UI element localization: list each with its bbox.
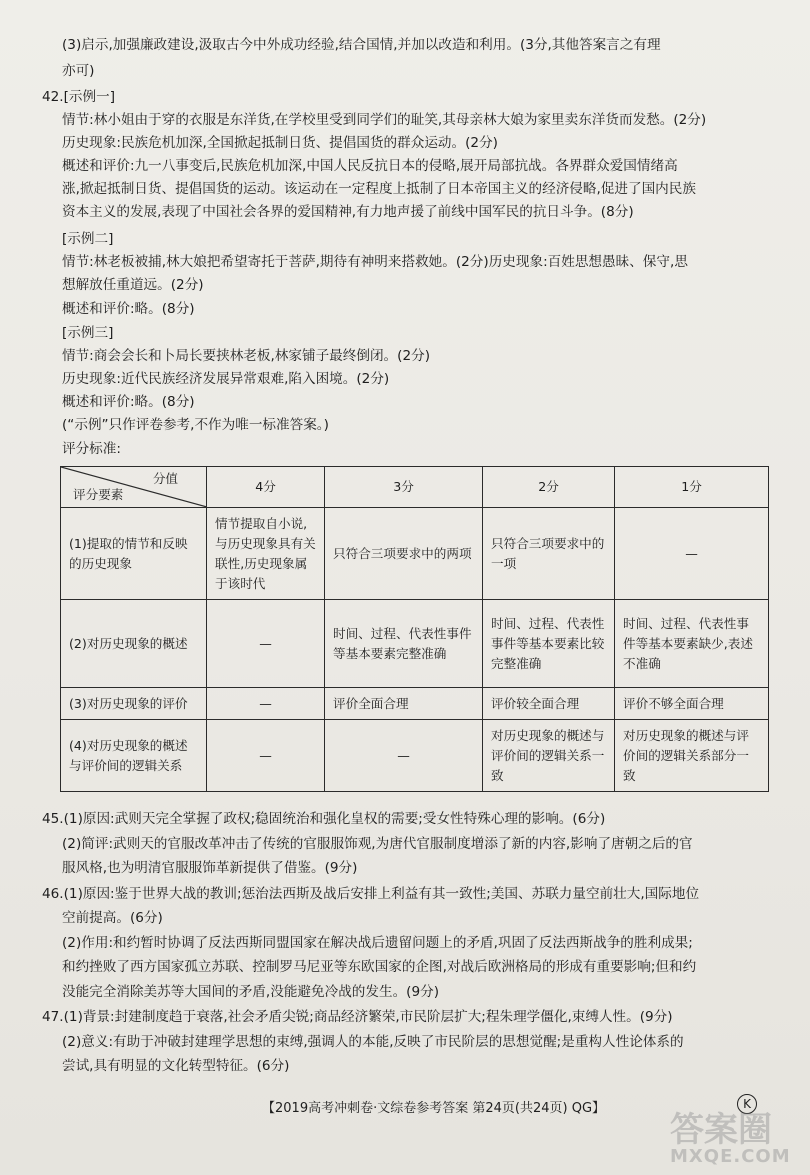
question-line: 46.(1)原因:鉴于世界大战的教训;惩治法西斯及战后安排上利益有其一致性;美国、苏联力量空前壮大,国际地位: [42, 886, 700, 902]
example-heading: [示例三]: [62, 325, 114, 341]
table-row: [61, 688, 769, 720]
table-cell: 时间、过程、代表性事件等基本要素完整准确: [325, 600, 483, 688]
text-line: 资本主义的发展,表现了中国社会各界的爱国精神,有力地声援了前线中国军民的抗日斗争。(8分): [62, 204, 634, 220]
corner-label-score: 分值: [152, 471, 178, 486]
table-cell: 情节提取自小说,与历史现象具有关联性,历史现象属于该时代: [207, 508, 325, 600]
table-cell: 评价不够全面合理: [615, 688, 769, 720]
score-header: 2分: [483, 467, 615, 508]
circled-letter-mark: K: [737, 1094, 757, 1114]
criteria-label: (1)提取的情节和反映的历史现象: [61, 508, 207, 600]
table-row: [61, 508, 769, 600]
table-cell: 评价全面合理: [325, 688, 483, 720]
text-line: 情节:商会会长和卜局长要挟林老板,林家铺子最终倒闭。(2分): [62, 348, 430, 364]
table-cell: —: [325, 720, 483, 792]
watermark-logo: [670, 1112, 800, 1172]
text-line: (2)简评:武则天的官服改革冲击了传统的官服服饰观,为唐代官服制度增添了新的内容,影响了唐朝之后的官: [62, 836, 693, 852]
table-cell: 评价较全面合理: [483, 688, 615, 720]
text-line: 服风格,也为明清官服服饰革新提供了借鉴。(9分): [62, 860, 358, 876]
text-line: 概述和评价:略。(8分): [62, 394, 195, 410]
text-line: 概述和评价:九一八事变后,民族危机加深,中国人民反抗日本的侵略,展开局部抗战。各界群众爱国情绪高: [62, 158, 678, 174]
score-header: 1分: [615, 467, 769, 508]
table-row: [61, 720, 769, 792]
table-cell: 对历史现象的概述与评价间的逻辑关系一致: [483, 720, 615, 792]
corner-label-criteria: 评分要素: [73, 487, 124, 502]
table-cell: —: [207, 600, 325, 688]
text-line: 空前提高。(6分): [62, 910, 163, 926]
text-line: 没能完全消除美苏等大国间的矛盾,没能避免冷战的发生。(9分): [62, 984, 440, 1000]
text-line: 涨,掀起抵制日货、提倡国货的运动。该运动在一定程度上抵制了日本帝国主义的经济侵略,促进了国内民族: [62, 181, 696, 197]
table-cell: 时间、过程、代表性事件等基本要素比较完整准确: [483, 600, 615, 688]
table-cell: —: [207, 720, 325, 792]
table-cell: 只符合三项要求中的两项: [325, 508, 483, 600]
question-line: 45.(1)原因:武则天完全掌握了政权;稳固统治和强化皇权的需要;受女性特殊心理的影响。(6分): [42, 811, 606, 827]
watermark-text: 答案圈: [670, 1110, 772, 1150]
scoring-table: [60, 466, 769, 792]
question-number-line: 42.[示例一]: [42, 89, 116, 105]
page-footer: 【2019高考冲刺卷·文综卷参考答案 第24页(共24页) QG】: [262, 1101, 606, 1116]
table-cell: 只符合三项要求中的一项: [483, 508, 615, 600]
text-line: (3)启示,加强廉政建设,汲取古今中外成功经验,结合国情,并加以改造和利用。(3分,其他答案言之有理: [62, 37, 661, 53]
table-cell: —: [207, 688, 325, 720]
score-header: 3分: [325, 467, 483, 508]
table-header-row: [61, 467, 769, 508]
text-line: 情节:林老板被捕,林大娘把希望寄托于菩萨,期待有神明来搭救她。(2分)历史现象:百姓思想愚昧、保守,思: [62, 254, 688, 270]
text-line: 历史现象:近代民族经济发展异常艰难,陷入困境。(2分): [62, 371, 390, 387]
text-line: 历史现象:民族危机加深,全国掀起抵制日货、提倡国货的群众运动。(2分): [62, 135, 498, 151]
example-heading: [示例二]: [62, 231, 114, 247]
text-line: 概述和评价:略。(8分): [62, 301, 195, 317]
criteria-title: 评分标准:: [62, 441, 121, 457]
text-line: 和约挫败了西方国家孤立苏联、控制罗马尼亚等东欧国家的企图,对战后欧洲格局的形成有重要影响;但和约: [62, 959, 697, 975]
text-line: (2)作用:和约暂时协调了反法西斯同盟国家在解决战后遗留问题上的矛盾,巩固了反法西斯战争的胜利成果;: [62, 935, 693, 951]
text-line: 情节:林小姐由于穿的衣服是东洋货,在学校里受到同学们的耻笑,其母亲林大娘为家里卖东洋货而发愁。(2分): [62, 112, 707, 128]
score-header: 4分: [207, 467, 325, 508]
text-line: 亦可): [62, 63, 95, 79]
table-cell: 时间、过程、代表性事件等基本要素缺少,表述不准确: [615, 600, 769, 688]
table-row: [61, 600, 769, 688]
criteria-label: (2)对历史现象的概述: [61, 600, 207, 688]
text-line: 想解放任重道远。(2分): [62, 277, 204, 293]
criteria-label: (4)对历史现象的概述与评价间的逻辑关系: [61, 720, 207, 792]
text-line: (2)意义:有助于冲破封建理学思想的束缚,强调人的本能,反映了市民阶层的思想觉醒;是重构人性论体系的: [62, 1034, 684, 1050]
question-line: 47.(1)背景:封建制度趋于衰落,社会矛盾尖锐;商品经济繁荣,市民阶层扩大;程朱理学僵化,束缚人性。(9分): [42, 1009, 673, 1025]
note-line: (“示例”只作评卷参考,不作为唯一标准答案。): [62, 417, 329, 433]
watermark-url: MXQE.COM: [670, 1146, 791, 1167]
table-cell: 对历史现象的概述与评价间的逻辑关系部分一致: [615, 720, 769, 792]
table-cell: —: [615, 508, 769, 600]
criteria-label: (3)对历史现象的评价: [61, 688, 207, 720]
table-corner-cell: [61, 467, 207, 508]
text-line: 尝试,具有明显的文化转型特征。(6分): [62, 1058, 290, 1074]
